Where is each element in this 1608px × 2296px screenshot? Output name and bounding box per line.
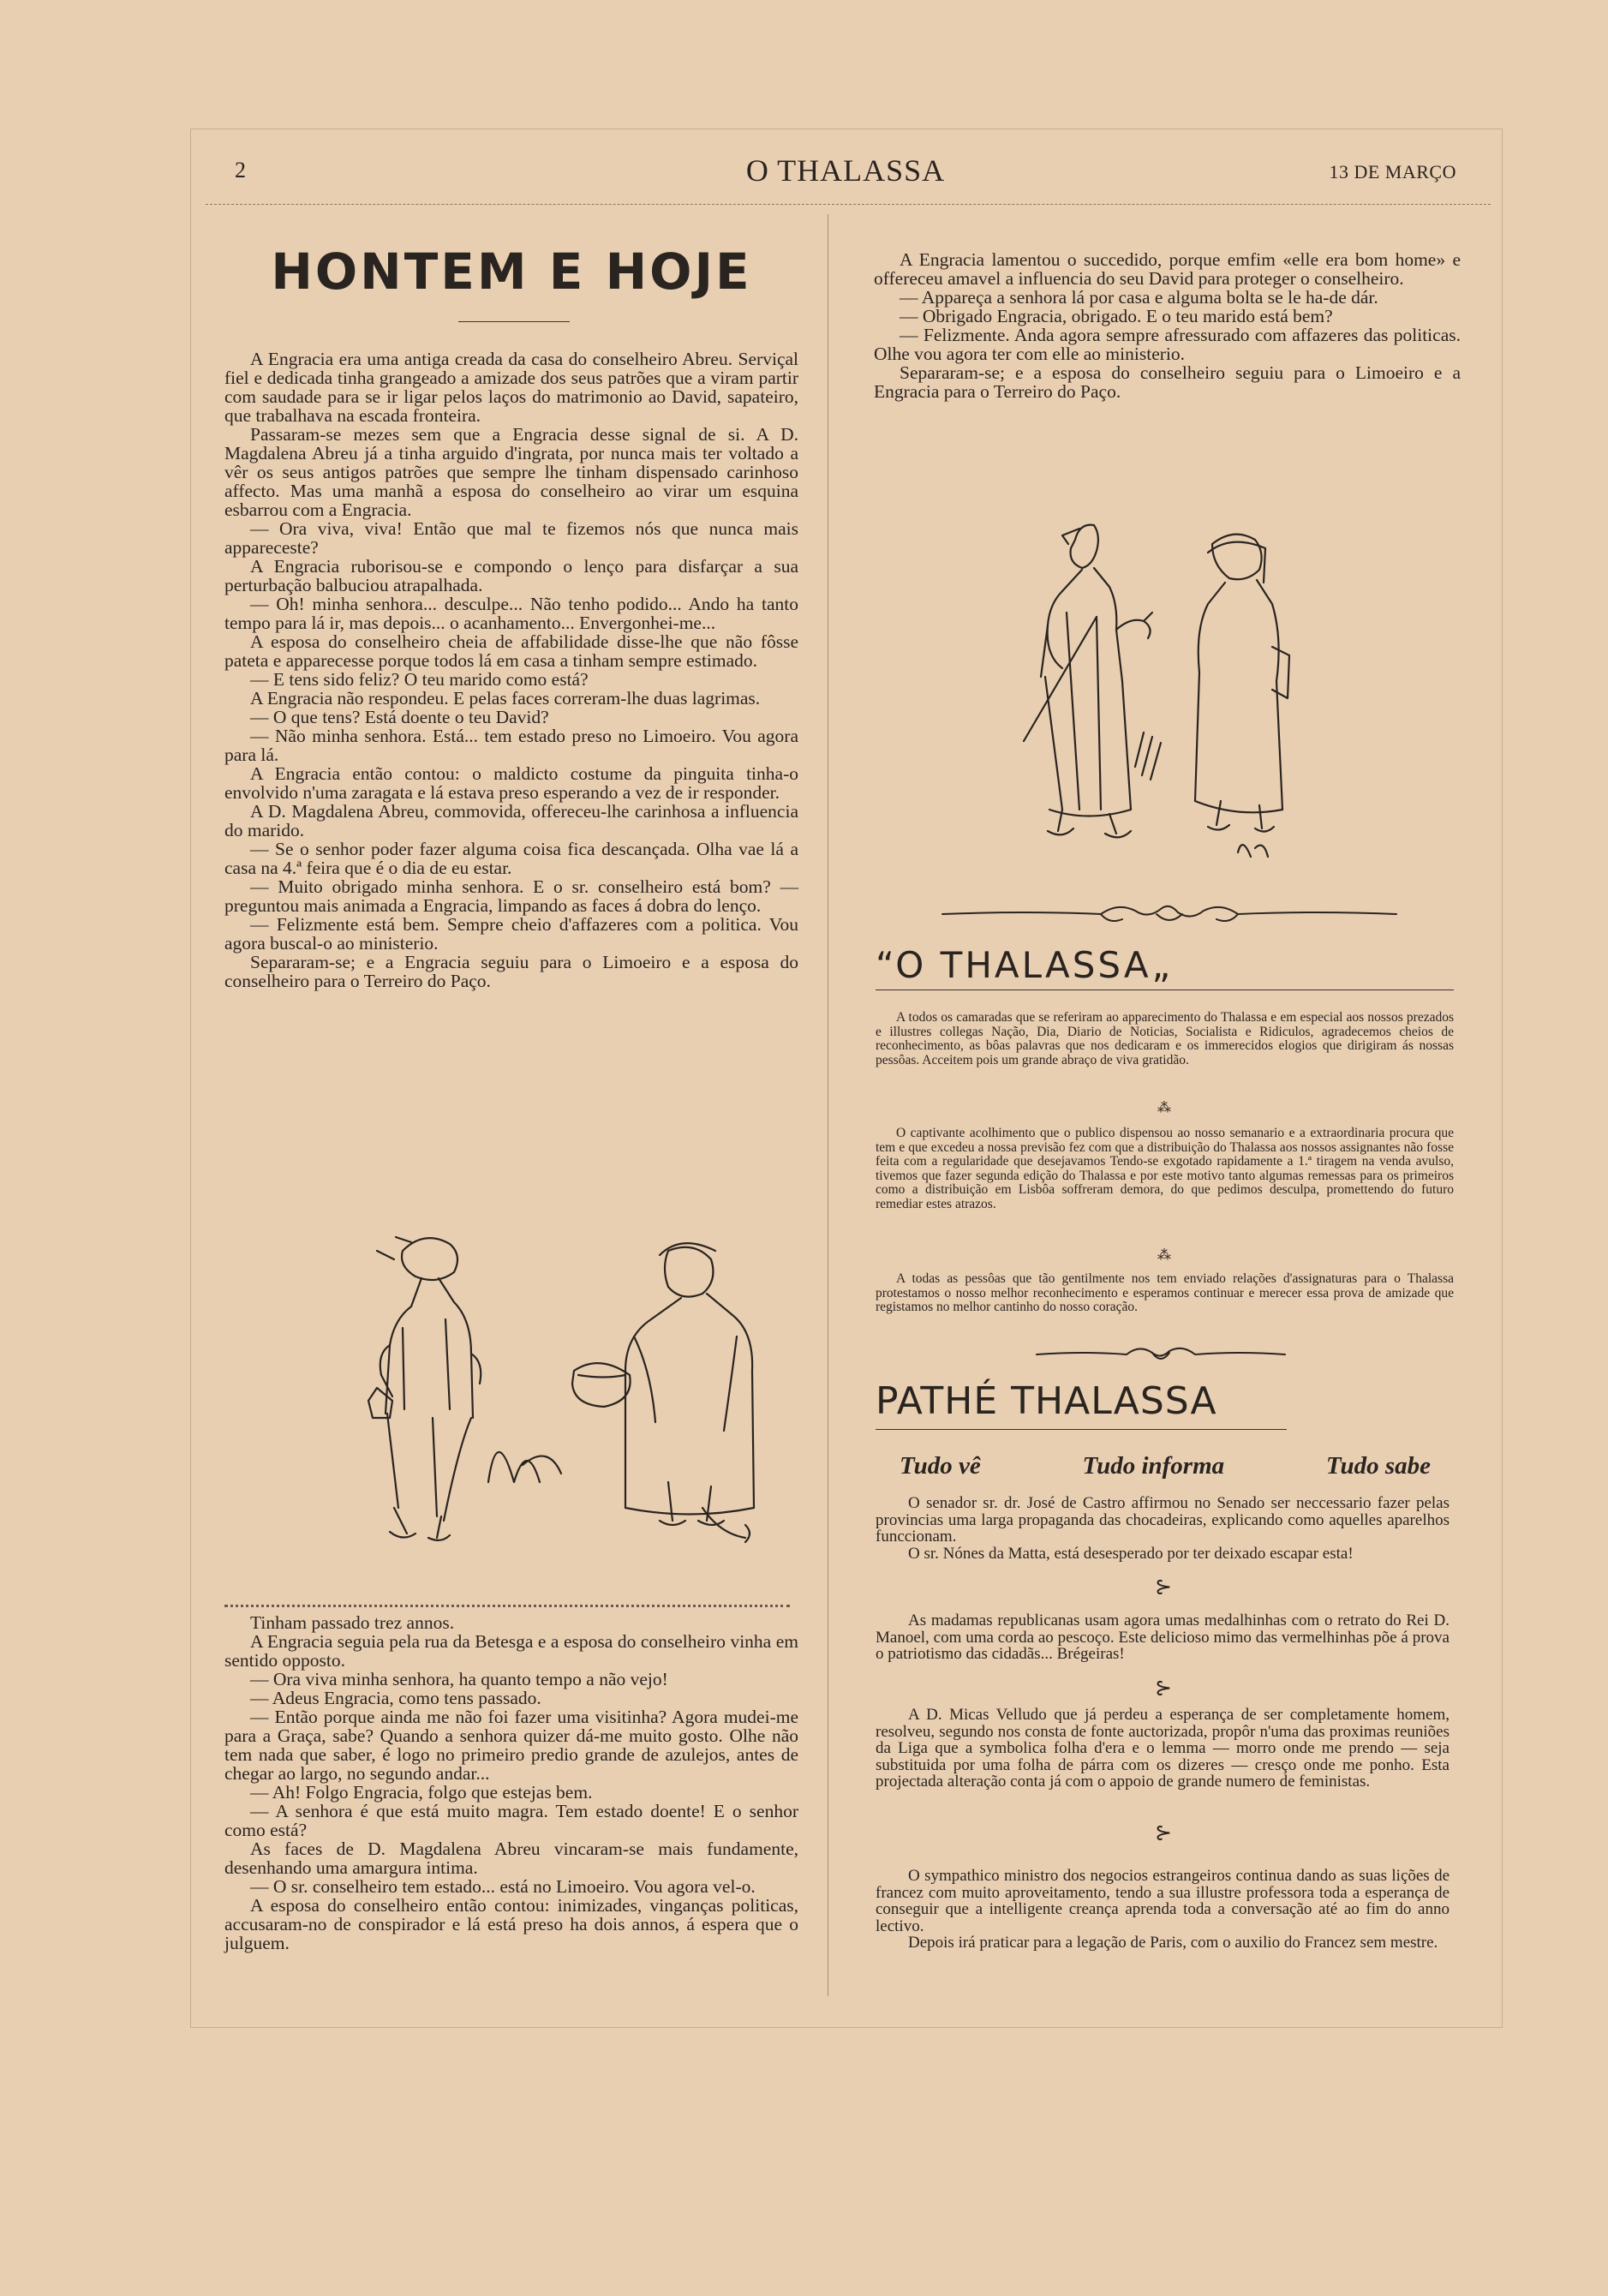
section-title-thalassa: “O THALASSA„ — [876, 944, 1174, 986]
paragraph: — Ora viva minha senhora, ha quanto tempo a não vejo! — [250, 1669, 668, 1689]
article-continuation — [874, 250, 1461, 401]
illustration-two-women-right — [1015, 518, 1341, 878]
paragraph: A esposa do conselheiro então contou: inimizades, vinganças politicas, accusaram-no de conspirador e lá está preso ha dois annos, á espera que o julguem. — [224, 1895, 798, 1953]
paragraph: O sr. Nónes da Matta, está desesperado por ter deixado escapar esta! — [908, 1544, 1354, 1563]
paragraph: A Engracia então contou: o maldicto costume da pinguita tinha-o envolvido n'uma zaragata e lá estava preso esperando a vez de ir responder. — [224, 763, 798, 803]
illustration-two-women-left — [343, 1225, 805, 1576]
paragraph: — Adeus Engracia, como tens passado. — [250, 1688, 541, 1708]
paragraph: Passaram-se mezes sem que a Engracia desse signal de si. A D. Magdalena Abreu já a tinha arguido d'ingrata, por nunca mais ter voltado a vêr os seus antigos patrões que sempre lhe tinham dispensado carinhoso affecto. Mas uma manhã a esposa do conselheiro ao virar um esquina esbarrou com a Engracia. — [224, 424, 798, 520]
paragraph: A Engracia seguia pela rua da Betesga e a esposa do conselheiro vinha em sentido opposto. — [224, 1631, 798, 1671]
ornamental-flourish — [938, 895, 1401, 933]
paragraph: Separaram-se; e a Engracia seguiu para o Limoeiro e a esposa do conselheiro para o Terreiro do Paço. — [224, 952, 798, 991]
page-header — [190, 152, 1501, 195]
paragraph: A D. Micas Velludo que já perdeu a esperança de ser completamente homem, resolveu, segundo nos consta de fonte auctorizada, propôr n'uma das proximas reuniões da Liga que a symbolica folha d'era e o lemma — morro onde me prendo — seja substituida por uma folha de párra com os dizeres — cresço onde me ponho. Esta projectada alteração conta já com o appoio de grande numero de feministas. — [876, 1706, 1450, 1791]
paragraph: — O que tens? Está doente o teu David? — [250, 707, 549, 727]
section-divider-dotted — [224, 1605, 790, 1607]
paragraph: A todos os camaradas que se referiram ao apparecimento do Thalassa e em especial aos nossos prezados e illustres collegas Nação, Dia, Diario de Noticias, Socialista e Ridiculos, agradecemos cheios de reconhecimento, as bôas palavras que nos dedicaram e os immerecidos elogios que dirigiram ás nossas pessôas. Acceitem pois um grande abraço de viva gratidão. — [876, 1010, 1454, 1067]
paragraph: — Appareça a senhora lá por casa e alguma bolta se le ha-de dár. — [900, 287, 1378, 308]
paragraph: A D. Magdalena Abreu, commovida, offereceu-lhe carinhosa a influencia do marido. — [224, 801, 798, 840]
newspaper-title: O THALASSA — [745, 153, 946, 188]
paragraph: O captivante acolhimento que o publico dispensou ao nosso semanario e a extraordinaria procura que tem e que excedeu a nossa previsão fez com que a distribuição do Thalassa aos nossos assignantes não fosse feita com a regularidade que desejavamos Tendo-se exgotado rapidamente a 1.ª tiragem na venda avulso, tivemos que fazer segunda edição do Thalassa e por este motivo tanto algumas remessas para os primeiros como a distribuição em Lisbôa soffreram demora, do que pedimos desculpa, promettendo do futuro remediar estes atrazos. — [876, 1126, 1454, 1211]
paragraph: — Obrigado Engracia, obrigado. E o teu marido está bem? — [900, 306, 1333, 326]
separator-mark: ⊱ — [1155, 1676, 1173, 1700]
article-part2 — [224, 1613, 798, 1952]
page-number: 2 — [235, 158, 246, 182]
article-part1 — [224, 350, 798, 990]
tagline-item: Tudo sabe — [1325, 1452, 1431, 1480]
paragraph: A Engracia era uma antiga creada da casa do conselheiro Abreu. Serviçal fiel e dedicada tinha grangeado a amizade dos seus patrões que a viram partir com saudade para se ir ligar pelos laços do matrimonio ao David, sapateiro, que trabalhava na escada fronteira. — [224, 349, 798, 426]
tagline-item: Tudo informa — [1082, 1452, 1225, 1480]
paragraph: — Não minha senhora. Está... tem estado preso no Limoeiro. Vou agora para lá. — [224, 726, 798, 765]
paragraph: A Engracia lamentou o succedido, porque emfim «elle era bom home» e offereceu amavel a influencia do seu David para proteger o conselheiro. — [874, 249, 1461, 289]
paragraph: — E tens sido feliz? O teu marido como está? — [250, 669, 589, 690]
pathe-item-3 — [876, 1707, 1450, 1791]
thalassa-note-2 — [876, 1127, 1454, 1211]
ornamental-flourish-small — [1032, 1341, 1289, 1366]
paragraph: A Engracia não respondeu. E pelas faces correram-lhe duas lagrimas. — [250, 688, 761, 709]
asterism-1: ⁂ — [1157, 1101, 1173, 1115]
separator-mark: ⊱ — [1155, 1575, 1173, 1599]
paragraph: — A senhora é que está muito magra. Tem estado doente! E o senhor como está? — [224, 1801, 798, 1840]
section-title-pathe: PATHÉ THALASSA — [876, 1379, 1217, 1423]
paragraph: Tinham passado trez annos. — [250, 1612, 455, 1633]
paragraph: As madamas republicanas usam agora umas medalhinhas com o retrato do Rei D. Manoel, com uma corda ao pescoço. Este delicioso mimo das vermelhinhas põe á prova o patriotismo das cidadãs... Brégeiras! — [876, 1611, 1450, 1663]
paragraph: — Felizmente está bem. Sempre cheio d'affazeres com a politica. Vou agora buscal-o ao ministerio. — [224, 914, 798, 954]
paragraph: A esposa do conselheiro cheia de affabilidade disse-lhe que não fôsse pateta e apparecesse porque todos lá em casa a tinham sempre estimado. — [224, 631, 798, 671]
thalassa-note-3 — [876, 1272, 1454, 1315]
paragraph: As faces de D. Magdalena Abreu vincaram-se mais fundamente, desenhando uma amargura intima. — [224, 1839, 798, 1878]
header-divider — [206, 204, 1491, 205]
paragraph: — Ora viva, viva! Então que mal te fizemos nós que nunca mais appareceste? — [224, 518, 798, 558]
issue-date: 13 DE MARÇO — [1329, 161, 1456, 182]
paragraph: A todas as pessôas que tão gentilmente nos tem enviado relações d'assignaturas para o Thalassa protestamos o nosso melhor reconhecimento e esperamos continuar e merecer essa prova de amizade que registamos no melhor cantinho do nosso coração. — [876, 1271, 1454, 1314]
paragraph: — Oh! minha senhora... desculpe... Não tenho podido... Ando ha tanto tempo para lá ir, mas depois... o acanhamento... Envergonhei-me... — [224, 594, 798, 633]
pathe-rule — [876, 1429, 1287, 1430]
paragraph: — Então porque ainda me não foi fazer uma visitinha? Agora mudei-me para a Graça, sabe? Quando a senhora quizer dá-me muito gosto. Olhe não tem nada que saber, é logo no primeiro predio grande de azulejos, antes de chegar ao largo, no segundo andar... — [224, 1707, 798, 1784]
title-rule — [458, 321, 570, 322]
pathe-item-1 — [876, 1495, 1450, 1562]
article-title: HONTEM E HOJE — [271, 242, 752, 301]
separator-mark: ⊱ — [1155, 1821, 1173, 1845]
paragraph: — Muito obrigado minha senhora. E o sr. conselheiro está bom? — preguntou mais animada a Engracia, limpando as faces á dobra do lenço. — [224, 876, 798, 916]
thalassa-note-1 — [876, 1011, 1454, 1067]
paragraph: — Ah! Folgo Engracia, folgo que estejas bem. — [250, 1782, 593, 1803]
tagline-item: Tudo vê — [900, 1452, 981, 1480]
pathe-item-4 — [876, 1868, 1450, 1952]
pathe-item-2 — [876, 1612, 1450, 1663]
paragraph: Separaram-se; e a esposa do conselheiro seguiu para o Limoeiro e a Engracia para o Terreiro do Paço. — [874, 362, 1461, 402]
paragraph: O senador sr. dr. José de Castro affirmou no Senado ser neccessario fazer pelas provincias uma larga propaganda das chocadeiras, explicando como aquelles aparelhos funccionam. — [876, 1494, 1450, 1546]
pathe-tagline — [900, 1452, 1431, 1480]
paragraph: Depois irá praticar para a legação de Paris, com o auxilio do Francez sem mestre. — [908, 1934, 1438, 1952]
paragraph: — Se o senhor poder fazer alguma coisa fica descançada. Olha vae lá a casa na 4.ª feira que é o dia de eu estar. — [224, 839, 798, 878]
paragraph: — Felizmente. Anda agora sempre afressurado com affazeres das politicas. Olhe vou agora ter com elle ao ministerio. — [874, 325, 1461, 364]
paragraph: O sympathico ministro dos negocios estrangeiros continua dando as suas lições de francez com muito aproveitamento, tendo a sua illustre professora toda a esperança de conseguir que a intelligente creança aprenda toda a conversação até ao fim do anno lectivo. — [876, 1867, 1450, 1935]
paragraph: — O sr. conselheiro tem estado... está no Limoeiro. Vou agora vel-o. — [250, 1876, 756, 1897]
asterism-2: ⁂ — [1157, 1248, 1173, 1263]
paragraph: A Engracia ruborisou-se e compondo o lenço para disfarçar a sua perturbação balbuciou atrapalhada. — [224, 556, 798, 595]
